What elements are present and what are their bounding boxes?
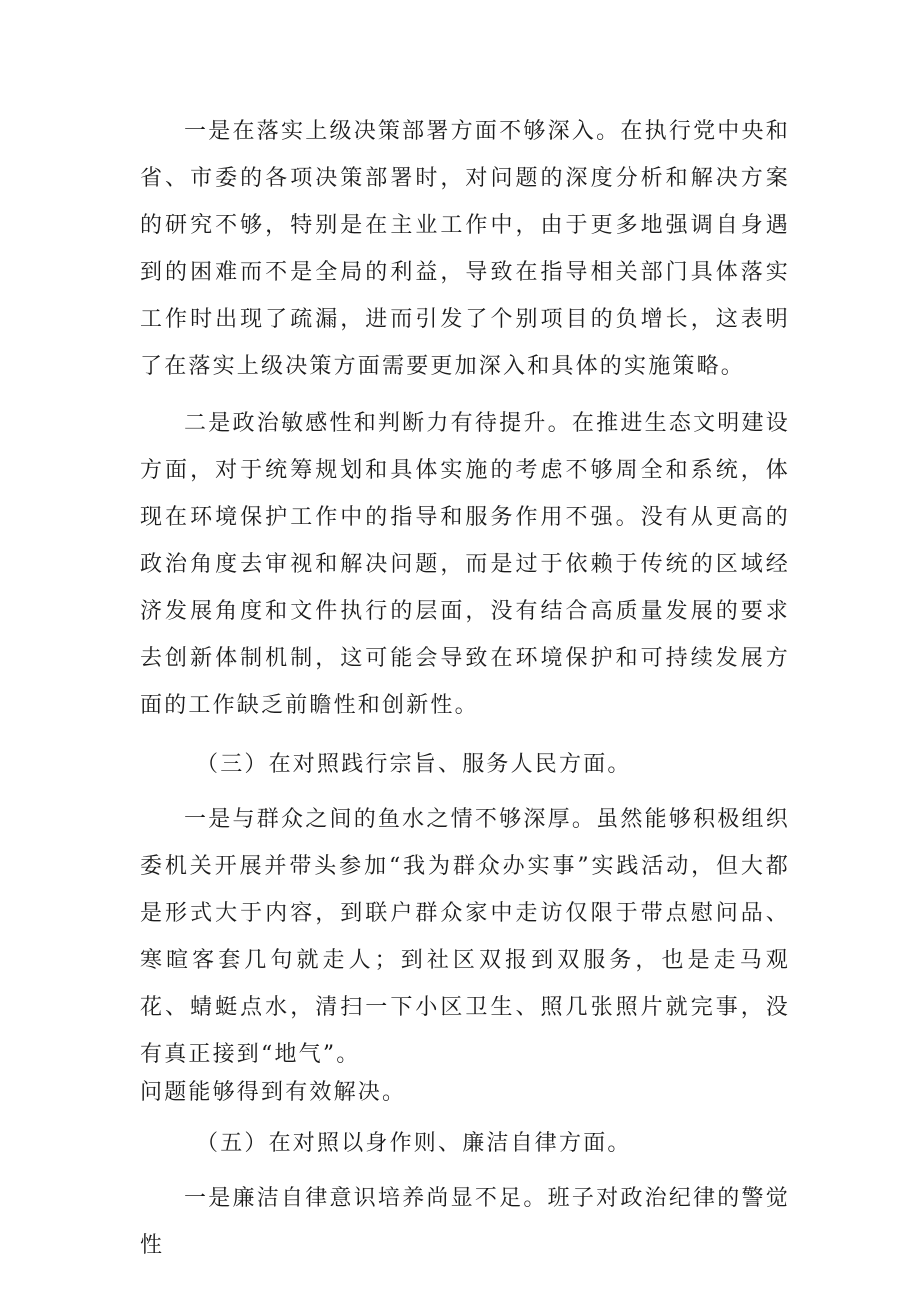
paragraph-integrity: 一是廉洁自律意识培养尚显不足。班子对政治纪律的警觉性 xyxy=(140,1186,790,1258)
section-heading-five: （五）在对照以身作则、廉洁自律方面。 xyxy=(196,1131,632,1156)
paragraph-mass-relations-body: 一是与群众之间的鱼水之情不够深厚。虽然能够积极组织委机关开展并带头参加“我为群众办实事”实践活动，但大都是形式大于内容，到联户群众家中走访仅限于带点慰问品、寒暄客套几句就走人；到社区双报到双服务，也是走马观花、蜻蜓点水，清扫一下小区卫生、照几张照片就完事，没有真正接到“地气”。 xyxy=(140,807,790,1067)
paragraph-decision-implementation: 一是在落实上级决策部署方面不够深入。在执行党中央和省、市委的各项决策部署时，对问题的深度分析和解决方案的研究不够，特别是在主业工作中，由于更多地强调自身遇到的困难而不是全局的利益，导致在指导相关部门具体落实工作时出现了疏漏，进而引发了个别项目的负增长，这表明了在落实上级决策方面需要更加深入和具体的实施策略。 xyxy=(140,119,790,379)
section-heading-three: （三）在对照践行宗旨、服务人民方面。 xyxy=(196,752,632,777)
paragraph-mass-relations xyxy=(140,796,790,1108)
paragraph-political-sensitivity: 二是政治敏感性和判断力有待提升。在推进生态文明建设方面，对于统筹规划和具体实施的考虑不够周全和系统，体现在环境保护工作中的指导和服务作用不强。没有从更高的政治角度去审视和解决问题，而是过于依赖于传统的区域经济发展角度和文件执行的层面，没有结合高质量发展的要求去创新体制机制，这可能会导致在环境保护和可持续发展方面的工作缺乏前瞻性和创新性。 xyxy=(140,411,790,718)
document-page xyxy=(140,108,790,1269)
paragraph-mass-relations-tail: 问题能够得到有效解决。 xyxy=(140,1080,407,1105)
